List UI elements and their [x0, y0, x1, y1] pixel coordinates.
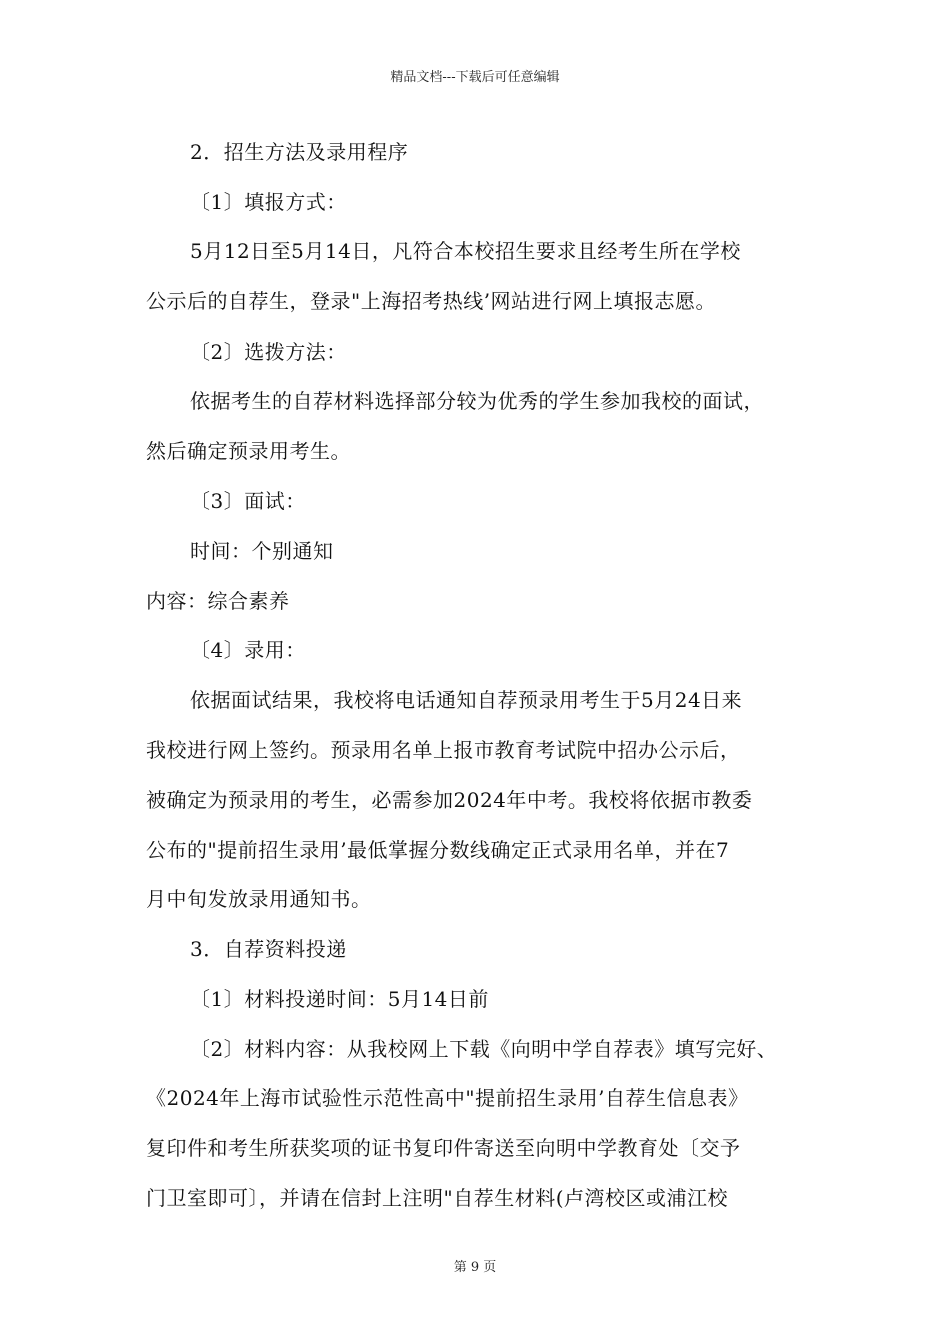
paragraph-line: 5月12日至5月14日，凡符合本校招生要求且经考生所在学校	[190, 239, 741, 263]
paragraph-line: 月中旬发放录用通知书。	[146, 887, 372, 911]
subheading-interview: 〔3〕面试：	[190, 489, 306, 513]
paragraph-line: 〔2〕材料内容：从我校网上下载《向明中学自荐表》填写完好、	[190, 1037, 778, 1061]
page-header: 精品文档---下载后可任意编辑	[390, 70, 560, 85]
subheading-selection-method: 〔2〕选拨方法：	[190, 340, 347, 364]
interview-time: 时间：个别通知	[190, 539, 334, 563]
section-heading-2: 2．招生方法及录用程序	[190, 140, 409, 164]
paragraph-line: 我校进行网上签约。预录用名单上报市教育考试院中招办公示后，	[146, 738, 741, 762]
paragraph-line: 门卫室即可〕，并请在信封上注明"自荐生材料(卢湾校区或浦江校	[146, 1186, 729, 1210]
subheading-fill-method: 〔1〕填报方式：	[190, 190, 347, 214]
subheading-admission: 〔4〕录用：	[190, 638, 306, 662]
paragraph-line: 复印件和考生所获奖项的证书复印件寄送至向明中学教育处〔交予	[146, 1136, 741, 1160]
paragraph-line: 然后确定预录用考生。	[146, 439, 351, 463]
paragraph-line: 被确定为预录用的考生，必需参加2024年中考。我校将依据市教委	[146, 788, 753, 812]
paragraph-line: 依据面试结果，我校将电话通知自荐预录用考生于5月24日来	[190, 688, 743, 712]
subheading-delivery-time: 〔1〕材料投递时间：5月14日前	[190, 987, 489, 1011]
page-number: 第 9 页	[453, 1260, 497, 1275]
section-heading-3: 3．自荐资料投递	[190, 937, 347, 961]
paragraph-line: 《2024年上海市试验性示范性高中"提前招生录用’自荐生信息表》	[146, 1086, 749, 1110]
paragraph-line: 公示后的自荐生，登录"上海招考热线’网站进行网上填报志愿。	[146, 289, 717, 313]
paragraph-line: 公布的"提前招生录用’最低掌握分数线确定正式录用名单，并在7	[146, 838, 730, 862]
interview-content: 内容：综合素养	[146, 589, 290, 613]
paragraph-line: 依据考生的自荐材料选择部分较为优秀的学生参加我校的面试，	[190, 389, 764, 413]
